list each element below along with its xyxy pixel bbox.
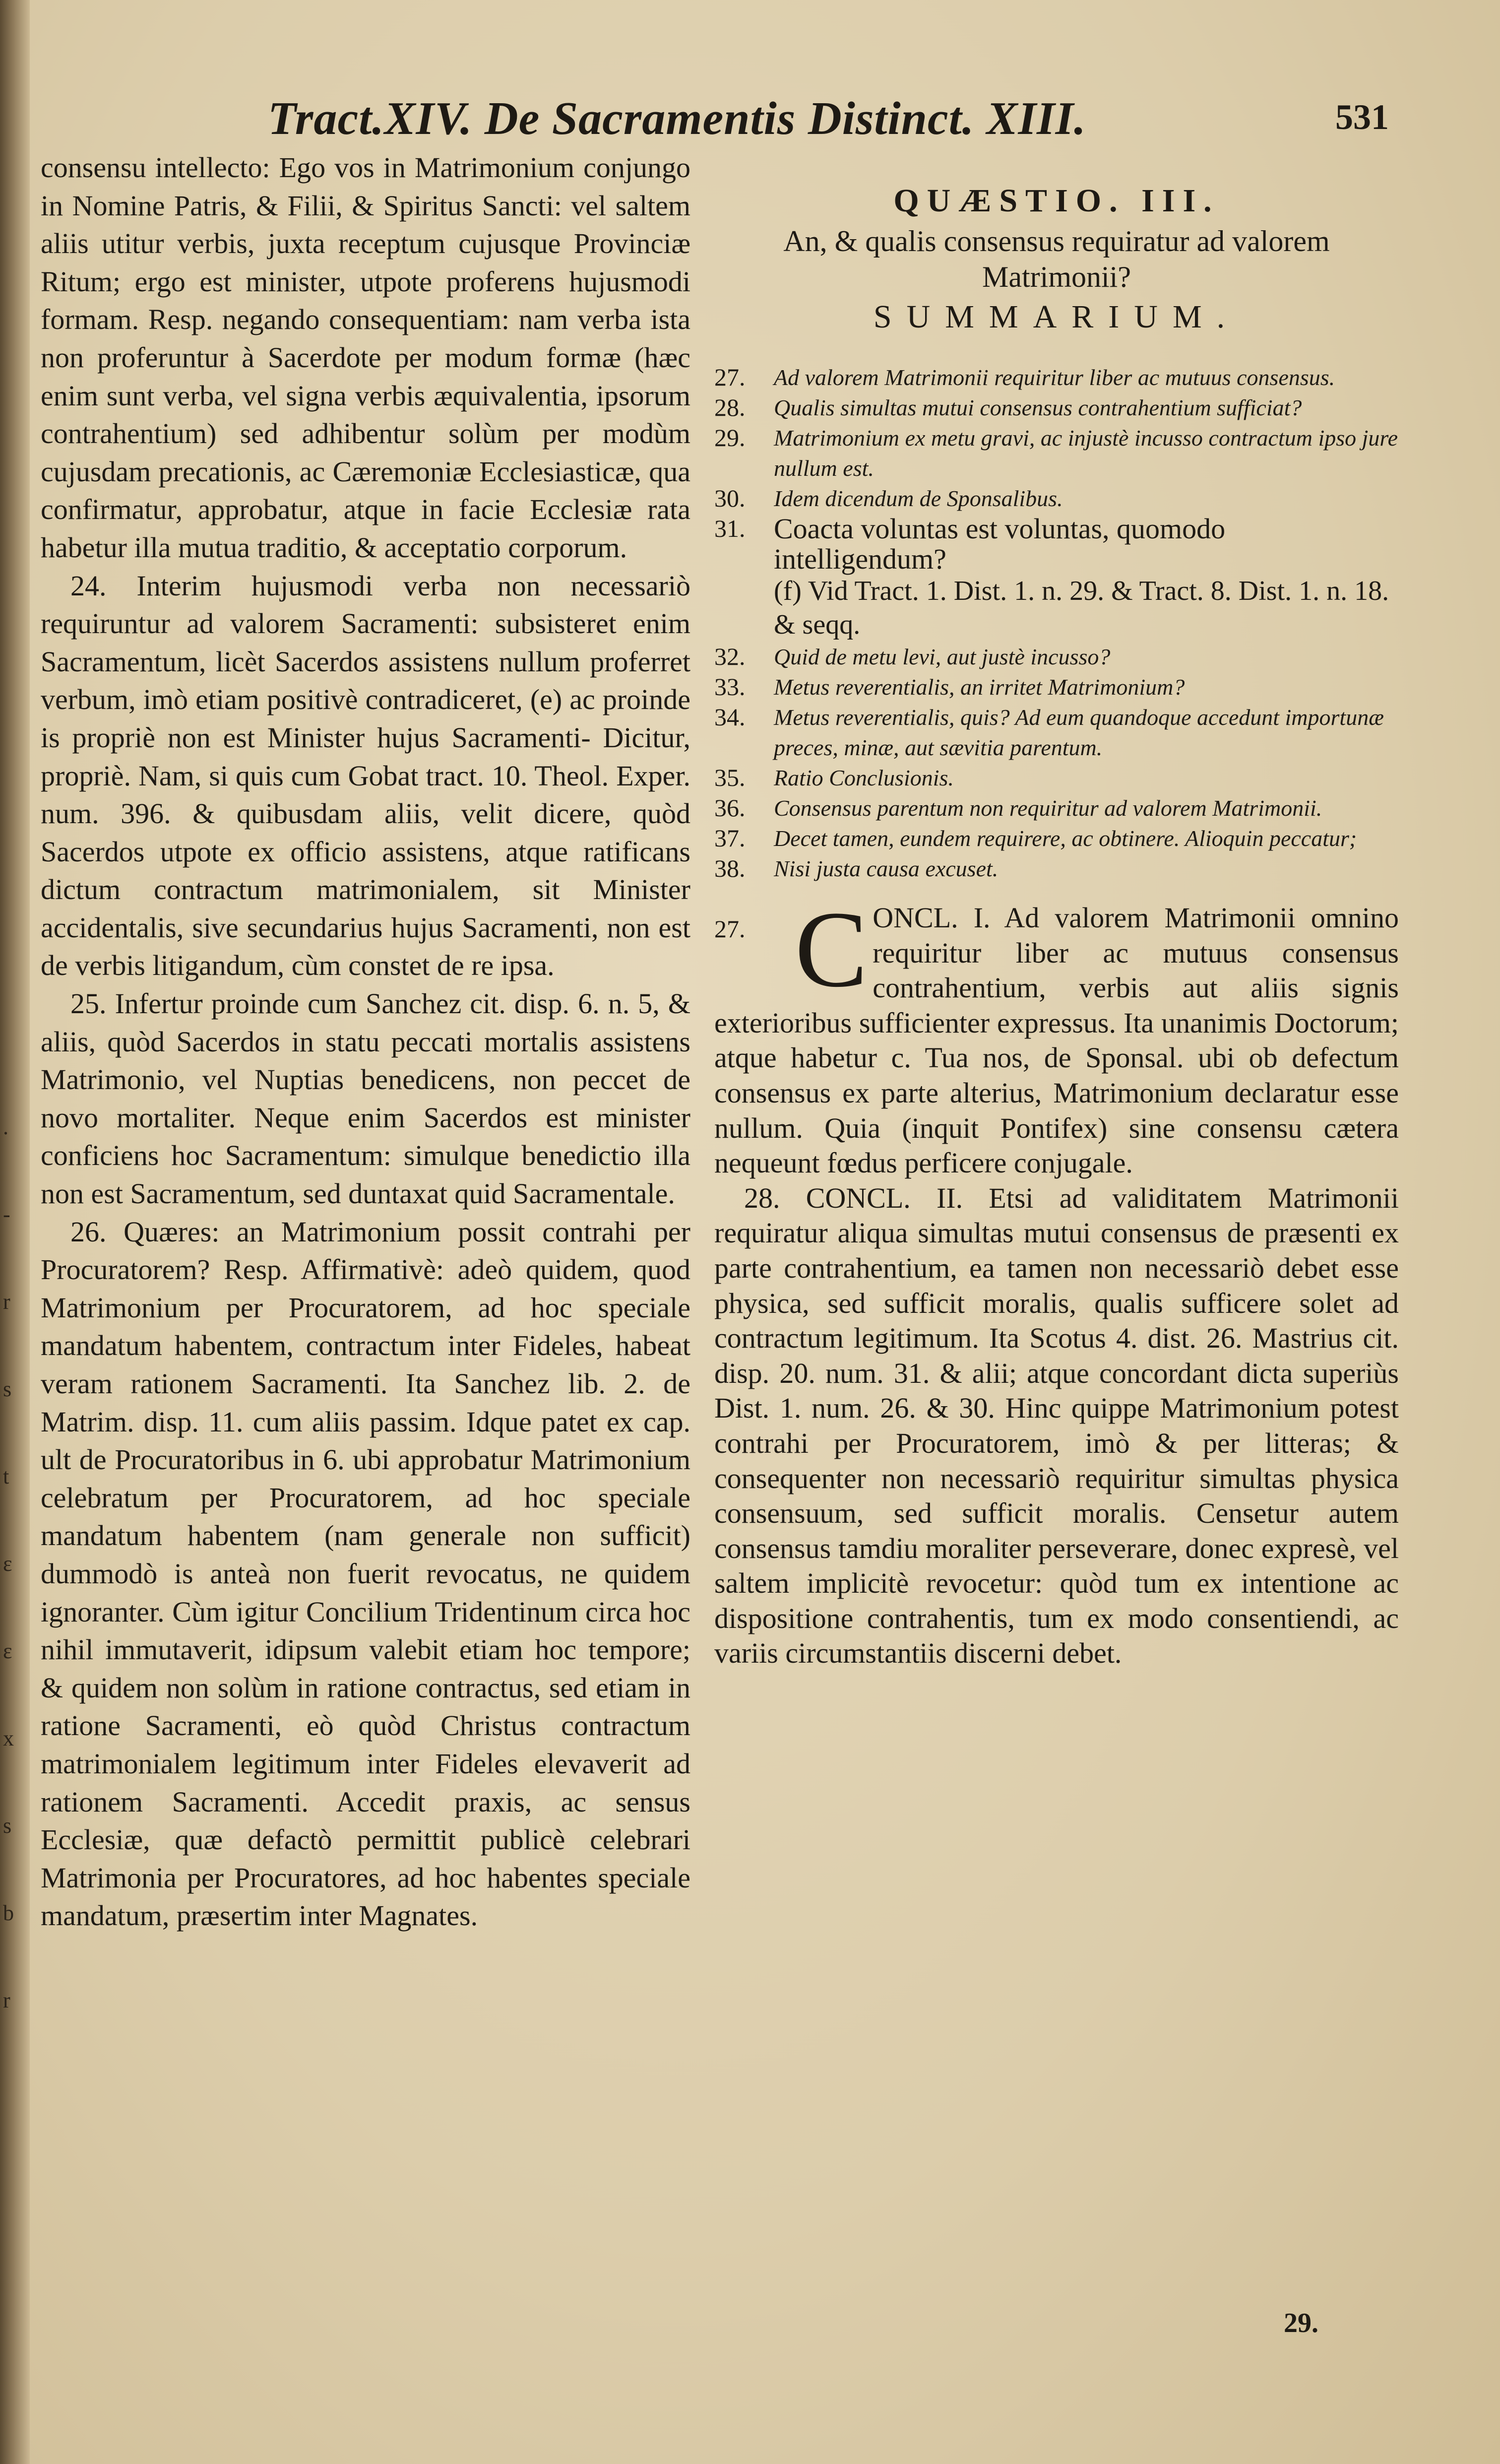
summarium-number: 32. <box>714 643 746 670</box>
margin-mark: ε <box>3 1552 12 1576</box>
summarium-number: 33. <box>714 673 746 701</box>
paragraph-25: 25. Infertur proinde cum Sanchez cit. disp. 6. n. 5, & aliis, quòd Sacerdos in statu peccati mortalis assistens Matrimonio, vel Nuptias benedicens, non peccet de novo mortaliter. Neque enim Sacerdos est minister conficiens hoc Sacramentum: simulque benedictio illa non est Sacramentum, sed duntaxat quid Sacramentale. <box>41 987 690 1210</box>
paragraph-24: 24. Interim hujusmodi verba non necessariò requiruntur ad valorem Sacramenti: subsisteret enim Sacramentum, licèt Sacerdos assistens nullum proferret verbum, imò etiam positivè contradiceret, (e) ac proinde is propriè non est Minister hujus Sacramenti- Dicitur, propriè. Nam, si quis cum Gobat tract. 10. Theol. Exper. num. 396. & quibusdam aliis, velit dicere, quòd Sacerdos utpote ex officio assistens, atque ratificans dictum contractum matrimonialem, sit Minister accidentalis, sive secundarius hujus Sacramenti, non est de verbis litigandum, cùm constet de re ipsa. <box>41 569 690 982</box>
margin-mark: r <box>3 1290 10 1314</box>
summarium-number: 38. <box>714 854 746 882</box>
summarium-footnote: (f) Vid Tract. 1. Dist. 1. n. 29. & Tract. 8. Dist. 1. n. 18. & seqq. <box>774 576 1389 640</box>
drop-cap: C <box>795 889 868 1010</box>
quaestio-title: QUÆSTIO. III. <box>893 183 1220 219</box>
summarium-text: Metus reverentialis, quis? Ad eum quandoque accedunt importunæ preces, minæ, aut sævitia parentum. <box>774 705 1384 760</box>
summarium-text: Coacta voluntas est voluntas, quomodo intelligendum? <box>774 513 1226 575</box>
summarium-number: 30. <box>714 484 746 512</box>
summarium-text: Idem dicendum de Sponsalibus. <box>774 486 1063 511</box>
summarium-number: 28. <box>714 393 746 421</box>
margin-mark: r <box>3 1988 10 2012</box>
margin-mark: x <box>3 1726 14 1751</box>
summarium-item <box>714 514 1399 574</box>
summarium-number: 27. <box>714 363 746 391</box>
right-column <box>714 179 1399 1671</box>
margin-mark: - <box>3 1202 10 1227</box>
summarium-text: Matrimonium ex metu gravi, ac injustè incusso contractum ipso jure nullum est. <box>774 425 1398 481</box>
quaestio-question: An, & qualis consensus requiratur ad valorem Matrimonii? <box>783 225 1330 293</box>
summarium-number: 36. <box>714 794 746 822</box>
page-number: 531 <box>1335 97 1389 137</box>
left-column <box>41 149 690 1935</box>
summarium-text: Ratio Conclusionis. <box>774 765 954 790</box>
margin-mark: ε <box>3 1639 12 1663</box>
summarium-number: 31. <box>714 515 746 542</box>
summarium-text: Metus reverentialis, an irritet Matrimonium? <box>774 674 1185 700</box>
summarium-text: Qualis simultas mutui consensus contrahentium sufficiat? <box>774 395 1302 420</box>
margin-mark: b <box>3 1901 14 1925</box>
margin-mark: . <box>3 1115 8 1139</box>
summarium-text: Nisi justa causa excuset. <box>774 856 999 881</box>
summarium-item <box>714 823 1399 853</box>
margin-mark: s <box>3 1377 12 1401</box>
summarium-number: 37. <box>714 824 746 852</box>
summarium-item <box>714 392 1399 423</box>
summarium-item <box>714 362 1399 392</box>
adjacent-page-margin <box>3 1116 23 2077</box>
paragraph-continuation: consensu intellecto: Ego vos in Matrimonium conjungo in Nomine Patris, & Filii, & Spiritus Sancti: vel saltem aliis utitur verbis, juxta receptum cujusque Provinciæ Ritum; ergo est minister, utpote proferens hujusmodi formam. Resp. negando consequentiam: nam verba ista non proferuntur à Sacerdote per modum formæ (hæc enim sunt verba, vel signa verbis æquivalentia, ipsorum contrahentium) sed adhibentur solùm per modùm cujusdam precationis, ac Cæremoniæ Ecclesiasticæ, qua confirmatur, approbatur, atque in facie Ecclesiæ rata habetur illa mutua traditio, & acceptatio corporum. <box>41 151 690 564</box>
summarium-text: Quid de metu levi, aut justè incusso? <box>774 644 1111 669</box>
margin-mark: s <box>3 1814 12 1838</box>
summarium-text: Ad valorem Matrimonii requiritur liber ac mutuus consensus. <box>774 365 1335 390</box>
summarium-item <box>714 763 1399 793</box>
summarium-item <box>714 702 1399 763</box>
margin-mark: t <box>3 1464 9 1489</box>
page-header <box>268 92 1389 151</box>
conclusion-27 <box>714 889 1399 1181</box>
summarium-item <box>714 483 1399 514</box>
summarium-item <box>714 793 1399 823</box>
summarium-number: 29. <box>714 424 746 452</box>
conclusion-28: 28. CONCL. II. Etsi ad validitatem Matrimonii requiratur aliqua simultas mutui consensus de præsenti ex parte contrahentium, ea tamen non necessariò debet esse physica, sed sufficit moralis, qualis sufficere solet ad contractum legitimum. Ita Scotus 4. dist. 26. Mastrius cit. disp. 20. num. 31. & alii; atque concordant dicta superiùs Dist. 1. num. 26. & 30. Hinc quippe Matrimonium potest contrahi per Procuratorem, imò & per litteras; & consequenter non necessariò requiritur simultas physica consensuum, sed sufficit moralis. Censetur autem consensus tamdiu moraliter perseverare, donec expresè, vel saltem implicitè revocetur: quòd tum ex intentione ac dispositione contrahentis, tum ex modo consentiendi, ac variis circumstantiis discerni debet. <box>714 1181 1399 1670</box>
summarium-item <box>714 853 1399 884</box>
summarium-text: Consensus parentum non requiritur ad valorem Matrimonii. <box>774 795 1322 821</box>
summarium-number: 34. <box>714 703 746 731</box>
conclusion-text: ONCL. I. Ad valorem Matrimonii omnino requiritur liber ac mutuus consensus contrahentium, verbis aut aliis signis exterioribus sufficienter expressus. Ita unanimis Doctorum; atque habetur c. Tua nos, de Sponsal. ubi ob defectum consensus ex parte alterius, Matrimonium declaratur esse nullum. Quia (inquit Pontifex) sine consensu cætera nequeunt fœdus perficere conjugale. <box>714 902 1399 1179</box>
catchword: 29. <box>1284 2308 1318 2338</box>
summarium-list <box>714 362 1399 884</box>
summarium-number: 35. <box>714 764 746 791</box>
summarium-item <box>714 672 1399 702</box>
summarium-text: Decet tamen, eundem requirere, ac obtinere. Alioquin peccatur; <box>774 826 1357 851</box>
summarium-item <box>714 423 1399 483</box>
conclusion-number: 27. <box>714 915 746 943</box>
summarium-heading: SUMMARIUM. <box>873 299 1240 335</box>
summarium-item <box>714 642 1399 672</box>
paragraph-26: 26. Quæres: an Matrimonium possit contrahi per Procuratorem? Resp. Affirmativè: adeò quidem, quod Matrimonium per Procuratorem, ad hoc speciale mandatum habentem, contractum inter Fideles, habeat veram rationem Sacramenti. Ita Sanchez lib. 2. de Matrim. disp. 11. cum aliis passim. Idque patet ex cap. ult de Procuratoribus in 6. ubi approbatur Matrimonium celebratum per Procuratorem, ad hoc speciale mandatum habentem (nam generale non sufficit) dummodò is anteà non fuerit revocatus, ne quidem ignoranter. Cùm igitur Concilium Tridentinum circa hoc nihil immutaverit, idipsum valebit etiam hoc tempore; & quidem non solùm in ratione contractus, sed etiam in ratione Sacramenti, eò quòd Christus contractum matrimonialem legitimum inter Fideles elevaverit ad rationem Sacramenti. Accedit praxis, ac sensus Ecclesiæ, quæ defactò permittit publicè celebrari Matrimonia per Procuratores, ad hoc habentes speciale mandatum, præsertim inter Magnates. <box>41 1215 690 1932</box>
running-head: Tract.XIV. De Sacramentis Distinct. XIII. <box>268 93 1086 144</box>
